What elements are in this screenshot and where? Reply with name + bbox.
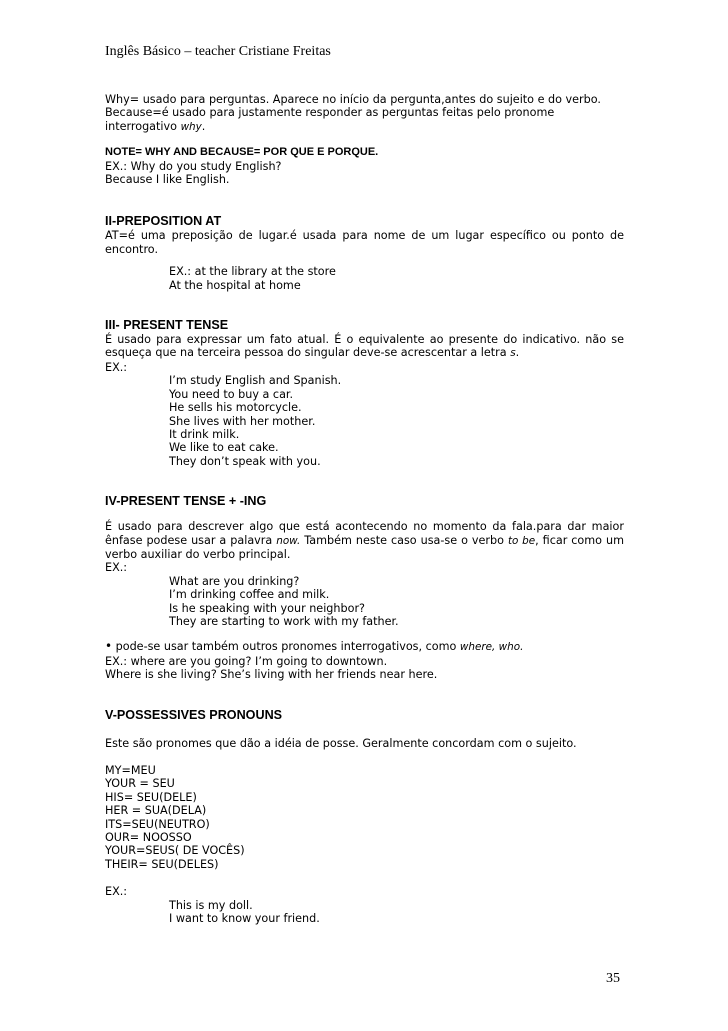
present-continuous-italic-to-be: to be xyxy=(507,534,536,547)
present-tense-text xyxy=(105,333,624,361)
because-italic-why: why xyxy=(180,120,202,133)
list-item: HER = SUA(DELA) xyxy=(105,804,207,818)
list-item: We like to eat cake. xyxy=(169,441,279,455)
present-continuous-text-a: É usado para descrever algo que está acontecendo no momento da fala.para dar maior ênfase podese usar a palavra xyxy=(105,520,624,547)
page-header: Inglês Básico – teacher Cristiane Freitas xyxy=(105,44,331,59)
present-tense-ex-label: EX.: xyxy=(105,360,128,374)
list-item: He sells his motorcycle. xyxy=(169,401,302,415)
list-item: YOUR=SEUS( DE VOCÊS) xyxy=(105,844,245,858)
section-heading-possessive-pronouns: V-POSSESSIVES PRONOUNS xyxy=(105,707,283,722)
list-item: They are starting to work with my father. xyxy=(169,614,399,628)
list-item: HIS= SEU(DELE) xyxy=(105,790,197,804)
present-continuous-italic-now: now. xyxy=(276,534,301,547)
note-why-because: NOTE= WHY AND BECAUSE= POR QUE E PORQUE. xyxy=(105,146,379,159)
bullet-note xyxy=(105,640,624,654)
list-item: You need to buy a car. xyxy=(169,387,294,401)
section-heading-present-tense: III- PRESENT TENSE xyxy=(105,318,229,333)
list-item: It drink milk. xyxy=(169,427,240,441)
bullet-example-1: EX.: where are you going? I’m going to downtown. xyxy=(105,654,388,668)
because-definition xyxy=(105,106,624,134)
section-heading-present-continuous: IV-PRESENT TENSE + -ING xyxy=(105,494,267,509)
present-continuous-text-b: Também neste caso usa-se o verbo xyxy=(300,533,508,547)
list-item: OUR= NOOSSO xyxy=(105,831,192,845)
list-item: I want to know your friend. xyxy=(169,912,320,926)
possessive-text: Este são pronomes que dão a idéia de posse. Geralmente concordam com o sujeito. xyxy=(105,736,577,750)
preposition-at-text: AT=é uma preposição de lugar.é usada para nome de um lugar específico ou ponto de encontro. xyxy=(105,229,624,256)
list-item: Is he speaking with your neighbor? xyxy=(169,601,365,615)
because-end: . xyxy=(201,119,206,133)
list-item: YOUR = SEU xyxy=(105,777,175,791)
page-number: 35 xyxy=(606,971,620,986)
list-item: They don’t speak with you. xyxy=(169,454,321,468)
bullet-text: pode-se usar também outros pronomes interrogativos, como xyxy=(112,640,460,654)
present-tense-text-end: . xyxy=(515,346,520,360)
section-heading-preposition-at: II-PREPOSITION AT xyxy=(105,214,222,229)
list-item: I’m study English and Spanish. xyxy=(169,374,342,388)
list-item: MY=MEU xyxy=(105,764,156,777)
present-continuous-ex-label: EX.: xyxy=(105,561,128,575)
present-continuous-text-c: , ficar como um verbo auxiliar do verbo principal. xyxy=(105,533,624,561)
why-definition: Why= usado para perguntas. Aparece no início da pergunta,antes do sujeito e do verbo. xyxy=(105,93,601,106)
list-item: She lives with her mother. xyxy=(169,414,316,428)
list-item: What are you drinking? xyxy=(169,574,300,588)
preposition-example-2: At the hospital at home xyxy=(169,278,301,292)
list-item: I’m drinking coffee and milk. xyxy=(169,588,330,602)
because-text: Because=é usado para justamente responder as perguntas feitas pelo pronome interrogativo xyxy=(105,106,555,133)
intro-example-1: EX.: Why do you study English? xyxy=(105,159,282,173)
list-item: THEIR= SEU(DELES) xyxy=(105,857,219,871)
list-item: ITS=SEU(NEUTRO) xyxy=(105,817,210,831)
page-content xyxy=(105,93,624,925)
bullet-example-2: Where is she living? She’s living with her friends near here. xyxy=(105,668,438,682)
intro-example-2: Because I like English. xyxy=(105,173,230,187)
present-continuous-text xyxy=(105,520,624,561)
preposition-example-1: EX.: at the library at the store xyxy=(169,265,336,279)
present-tense-text-main: É usado para expressar um fato atual. É o equivalente ao presente do indicativo. não se esqueça que na terceira pessoa do singular deve-se acrescentar a letra xyxy=(105,333,624,360)
list-item: This is my doll. xyxy=(169,898,253,912)
bullet-italic: where, who. xyxy=(459,641,524,654)
bullet-icon: • xyxy=(105,639,113,654)
possessive-ex-label: EX.: xyxy=(105,885,128,899)
present-tense-italic-s: s xyxy=(510,347,516,360)
